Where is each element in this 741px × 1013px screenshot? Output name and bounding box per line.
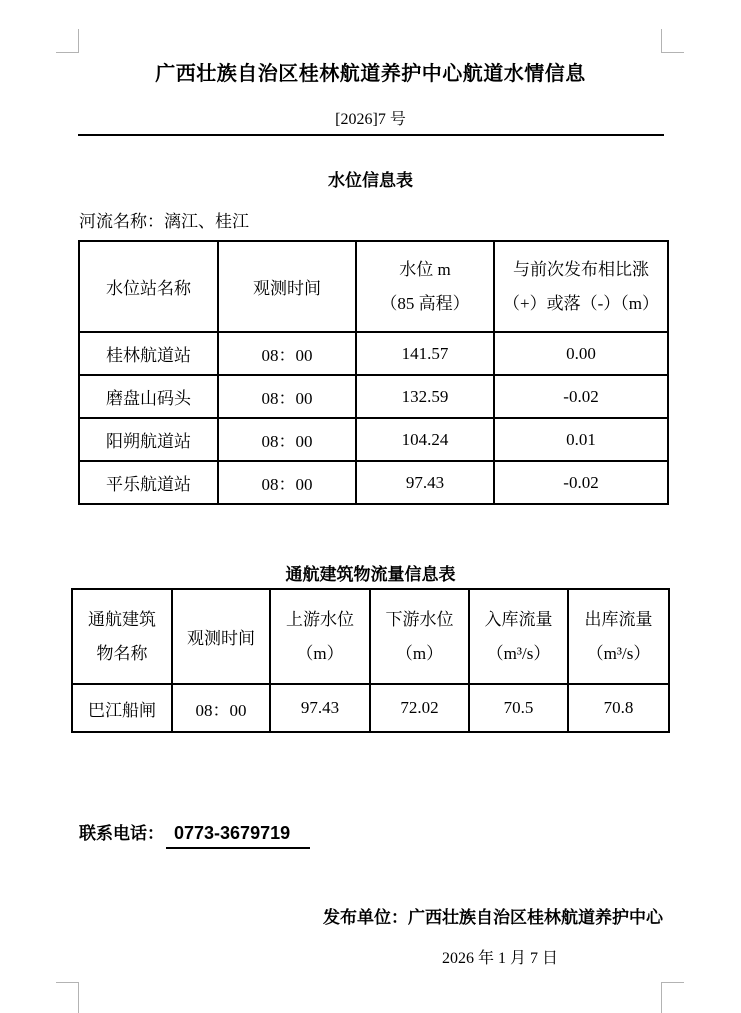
table-row (79, 418, 668, 461)
flow-header-name (72, 589, 172, 684)
station-name-cell: 阳朔航道站 (79, 418, 218, 461)
contact-phone: 0773-3679719 (166, 823, 310, 849)
water-header-change (494, 241, 668, 332)
flow-header-time: 观测时间 (172, 589, 270, 684)
document-title: 广西壮族自治区桂林航道养护中心航道水情信息 (155, 63, 586, 85)
obs-time-cell: 08：00 (218, 375, 356, 418)
crop-mark-top-left-icon (56, 29, 79, 53)
flow-header-inflow-line2: （m³/s） (486, 643, 551, 663)
water-header-station: 水位站名称 (79, 241, 218, 332)
level-change-cell: -0.02 (494, 461, 668, 504)
obs-time-cell: 08：00 (218, 332, 356, 375)
level-change-cell: 0.00 (494, 332, 668, 375)
document-number: [2026]7 号 (335, 111, 406, 128)
flow-header-name-line1: 通航建筑 (88, 609, 156, 629)
flow-header-upstream-line2: （m） (296, 643, 344, 663)
water-level-cell: 104.24 (356, 418, 494, 461)
river-name-line: 河流名称：漓江、桂江 (79, 212, 249, 231)
inflow-cell: 70.5 (469, 684, 568, 732)
flow-header-upstream-line1: 上游水位 (286, 609, 354, 629)
obs-time-cell: 08：00 (218, 418, 356, 461)
crop-mark-bottom-left-icon (56, 982, 79, 1013)
title-divider (78, 134, 664, 136)
flow-header-downstream (370, 589, 469, 684)
water-level-cell: 141.57 (356, 332, 494, 375)
flow-header-inflow (469, 589, 568, 684)
publish-date: 2026 年 1 月 7 日 (441, 950, 558, 967)
table-row (79, 375, 668, 418)
lock-name-cell: 巴江船闸 (72, 684, 172, 732)
contact-line (79, 819, 310, 849)
flow-table-header-row (72, 589, 669, 684)
obs-time-cell: 08：00 (172, 684, 270, 732)
table-row (72, 684, 669, 732)
downstream-level-cell: 72.02 (370, 684, 469, 732)
upstream-level-cell: 97.43 (270, 684, 370, 732)
flow-header-downstream-line2: （m） (395, 643, 444, 663)
water-header-time: 观测时间 (218, 241, 356, 332)
water-header-change-line1: 与前次发布相比涨 (513, 259, 649, 279)
water-level-cell: 97.43 (356, 461, 494, 504)
water-table-title: 水位信息表 (328, 171, 413, 190)
level-change-cell: -0.02 (494, 375, 668, 418)
water-level-cell: 132.59 (356, 375, 494, 418)
station-name-cell: 桂林航道站 (79, 332, 218, 375)
water-table-header-row (79, 241, 668, 332)
crop-mark-bottom-right-icon (661, 982, 684, 1013)
water-header-level-line1: 水位 m (399, 259, 451, 279)
water-header-change-line2: （+）或落（-）（m） (503, 293, 659, 313)
publisher-line: 发布单位：广西壮族自治区桂林航道养护中心 (323, 908, 663, 927)
flow-header-name-line2: 物名称 (96, 643, 148, 663)
flow-header-outflow-line1: 出库流量 (584, 609, 653, 629)
water-header-level-line2: （85 高程） (380, 293, 470, 313)
table-row (79, 461, 668, 504)
navigation-flow-table (71, 588, 670, 733)
station-name-cell: 磨盘山码头 (79, 375, 218, 418)
flow-header-outflow (568, 589, 669, 684)
water-header-level (356, 241, 494, 332)
flow-header-inflow-line1: 入库流量 (484, 609, 553, 629)
water-level-table (78, 240, 669, 505)
obs-time-cell: 08：00 (218, 461, 356, 504)
station-name-cell: 平乐航道站 (79, 461, 218, 504)
flow-header-upstream (270, 589, 370, 684)
flow-header-downstream-line1: 下游水位 (385, 609, 454, 629)
level-change-cell: 0.01 (494, 418, 668, 461)
flow-table-title: 通航建筑物流量信息表 (285, 565, 456, 584)
contact-label: 联系电话： (79, 824, 164, 843)
outflow-cell: 70.8 (568, 684, 669, 732)
crop-mark-top-right-icon (661, 29, 684, 53)
flow-header-outflow-line2: （m³/s） (586, 643, 651, 663)
table-row (79, 332, 668, 375)
